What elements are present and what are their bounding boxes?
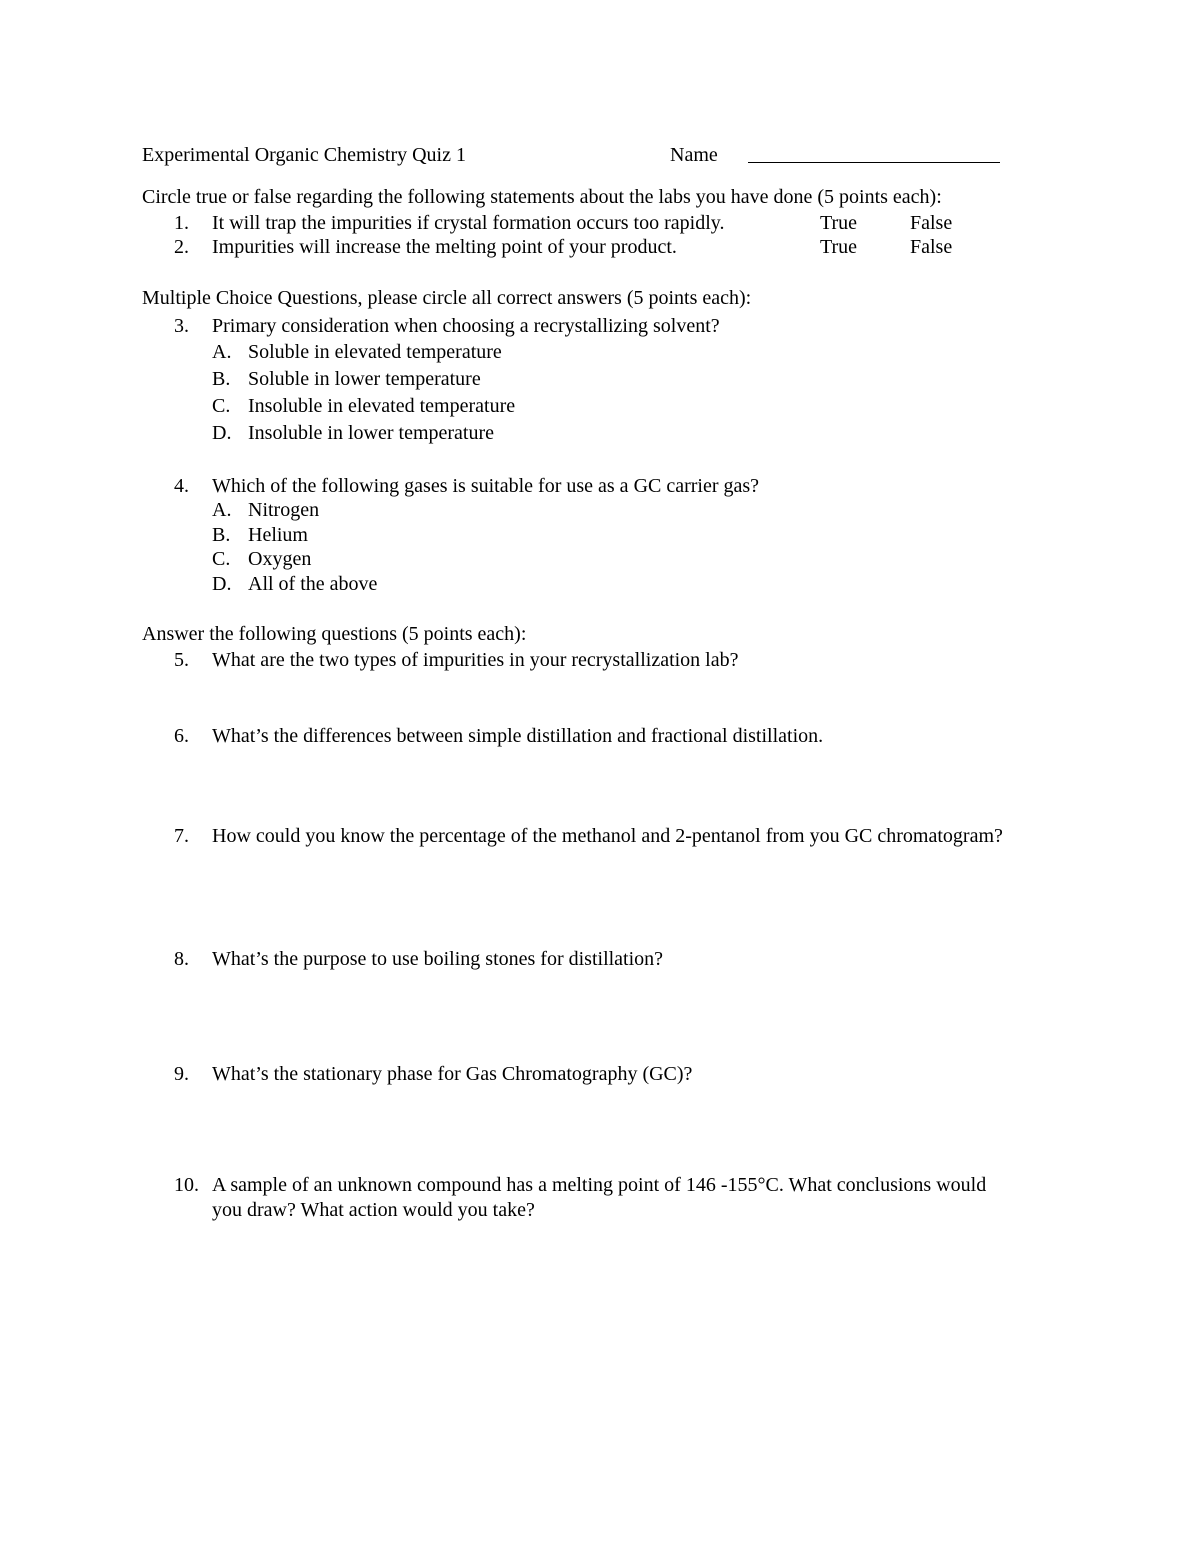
short-answer-question-continued: you draw? What action would you take? bbox=[212, 1199, 535, 1221]
option-letter: C. bbox=[212, 395, 231, 417]
short-answer-instruction: Answer the following questions (5 points each): bbox=[142, 623, 527, 645]
answer-option[interactable]: Nitrogen bbox=[248, 499, 320, 521]
true-option[interactable]: True bbox=[820, 212, 858, 234]
mc-question: Which of the following gases is suitable for use as a GC carrier gas? bbox=[212, 475, 760, 497]
question-number: 4. bbox=[174, 475, 189, 497]
question-number: 5. bbox=[174, 649, 189, 671]
option-letter: B. bbox=[212, 368, 231, 390]
name-label: Name bbox=[670, 144, 718, 166]
answer-option[interactable]: Insoluble in elevated temperature bbox=[248, 395, 516, 417]
question-number: 3. bbox=[174, 315, 189, 337]
question-number: 6. bbox=[174, 725, 189, 747]
tf-statement: Impurities will increase the melting point of your product. bbox=[212, 236, 677, 258]
answer-option[interactable]: All of the above bbox=[248, 573, 378, 595]
false-option[interactable]: False bbox=[910, 236, 953, 258]
short-answer-question: How could you know the percentage of the methanol and 2-pentanol from you GC chromatogram? bbox=[212, 825, 1003, 847]
short-answer-question: What’s the purpose to use boiling stones for distillation? bbox=[212, 948, 664, 970]
tf-statement: It will trap the impurities if crystal formation occurs too rapidly. bbox=[212, 212, 725, 234]
multiple-choice-instruction: Multiple Choice Questions, please circle all correct answers (5 points each): bbox=[142, 287, 752, 309]
question-number: 1. bbox=[174, 212, 189, 234]
true-option[interactable]: True bbox=[820, 236, 858, 258]
question-number: 7. bbox=[174, 825, 189, 847]
quiz-title: Experimental Organic Chemistry Quiz 1 bbox=[142, 144, 466, 166]
option-letter: A. bbox=[212, 341, 232, 363]
false-option[interactable]: False bbox=[910, 212, 953, 234]
question-number: 9. bbox=[174, 1063, 189, 1085]
true-false-instruction: Circle true or false regarding the following statements about the labs you have done (5 points each): bbox=[142, 186, 942, 208]
short-answer-question: What’s the differences between simple distillation and fractional distillation. bbox=[212, 725, 824, 747]
option-letter: A. bbox=[212, 499, 232, 521]
option-letter: B. bbox=[212, 524, 231, 546]
answer-option[interactable]: Helium bbox=[248, 524, 308, 546]
option-letter: D. bbox=[212, 422, 232, 444]
answer-option[interactable]: Insoluble in lower temperature bbox=[248, 422, 495, 444]
answer-option[interactable]: Soluble in lower temperature bbox=[248, 368, 481, 390]
question-number: 8. bbox=[174, 948, 189, 970]
question-number: 10. bbox=[174, 1174, 199, 1196]
mc-question: Primary consideration when choosing a recrystallizing solvent? bbox=[212, 315, 720, 337]
short-answer-question: What’s the stationary phase for Gas Chromatography (GC)? bbox=[212, 1063, 693, 1085]
name-blank-line[interactable] bbox=[748, 162, 1000, 163]
answer-option[interactable]: Oxygen bbox=[248, 548, 312, 570]
short-answer-question: What are the two types of impurities in your recrystallization lab? bbox=[212, 649, 739, 671]
option-letter: D. bbox=[212, 573, 232, 595]
option-letter: C. bbox=[212, 548, 231, 570]
short-answer-question: A sample of an unknown compound has a melting point of 146 -155°C. What conclusions would bbox=[212, 1174, 987, 1196]
question-number: 2. bbox=[174, 236, 189, 258]
answer-option[interactable]: Soluble in elevated temperature bbox=[248, 341, 502, 363]
